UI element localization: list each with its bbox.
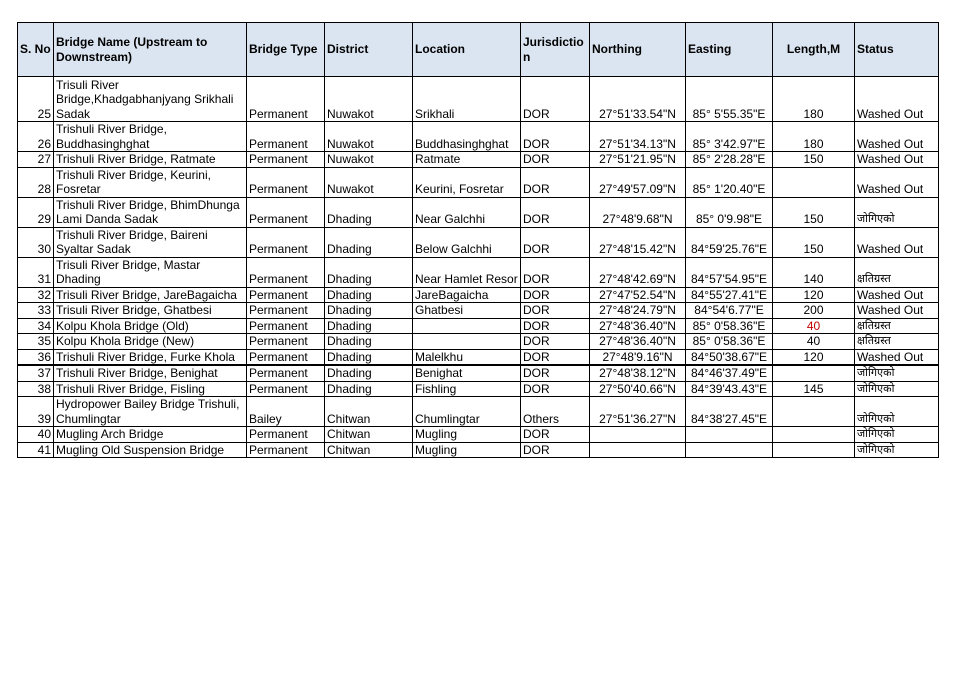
table-cell-district: Nuwakot	[325, 77, 413, 122]
table-cell-bridge-type: Permanent	[247, 122, 325, 152]
table-cell-northing: 27°51'34.13"N	[590, 122, 686, 152]
table-cell-easting: 85° 3'42.97"E	[686, 122, 773, 152]
col-header-easting: Easting	[686, 23, 773, 77]
table-body	[18, 77, 939, 458]
table-row	[18, 167, 939, 197]
table-cell-status: Washed Out	[855, 227, 939, 257]
table-cell-district: Dhading	[325, 197, 413, 227]
table-cell-location: Buddhasinghghat	[413, 122, 521, 152]
col-header-bridge-type: Bridge Type	[247, 23, 325, 77]
table-cell-sno: 40	[18, 427, 54, 443]
table-cell-easting	[686, 427, 773, 443]
table-cell-district: Dhading	[325, 365, 413, 381]
table-cell-bridge-type: Permanent	[247, 152, 325, 168]
table-cell-bridge-name: Mugling Old Suspension Bridge	[54, 442, 247, 458]
table-cell-location: Malelkhu	[413, 349, 521, 365]
table-cell-sno: 37	[18, 365, 54, 381]
table-cell-district: Nuwakot	[325, 152, 413, 168]
table-cell-easting: 84°57'54.95"E	[686, 257, 773, 287]
table-cell-jurisdiction: DOR	[521, 365, 590, 381]
table-cell-status: जोगिएको	[855, 427, 939, 443]
col-header-location: Location	[413, 23, 521, 77]
table-cell-status: क्षतिग्रस्त	[855, 318, 939, 334]
table-cell-bridge-name: Trisuli River Bridge,Khadgabhanjyang Srikhali Sadak	[54, 77, 247, 122]
table-cell-location: Keurini, Fosretar	[413, 167, 521, 197]
table-cell-bridge-type: Permanent	[247, 365, 325, 381]
table-cell-status: Washed Out	[855, 122, 939, 152]
table-cell-district: Dhading	[325, 303, 413, 319]
table-cell-bridge-name: Hydropower Bailey Bridge Trishuli, Chumlingtar	[54, 397, 247, 427]
table-cell-bridge-type: Permanent	[247, 381, 325, 397]
table-cell-bridge-name: Kolpu Khola Bridge (Old)	[54, 318, 247, 334]
col-header-sno: S. No	[18, 23, 54, 77]
table-cell-sno: 28	[18, 167, 54, 197]
table-cell-bridge-type: Bailey	[247, 397, 325, 427]
col-header-length: Length,M	[773, 23, 855, 77]
col-header-bridge-name: Bridge Name (Upstream to Downstream)	[54, 23, 247, 77]
table-row	[18, 77, 939, 122]
table-cell-bridge-name: Trishuli River Bridge, Benighat	[54, 365, 247, 381]
table-cell-status: जोगिएको	[855, 365, 939, 381]
table-cell-location: Fishling	[413, 381, 521, 397]
table-cell-jurisdiction: DOR	[521, 257, 590, 287]
col-header-northing: Northing	[590, 23, 686, 77]
table-row	[18, 397, 939, 427]
table-cell-jurisdiction: DOR	[521, 77, 590, 122]
table-cell-northing: 27°48'36.40"N	[590, 334, 686, 350]
table-cell-jurisdiction: DOR	[521, 427, 590, 443]
table-cell-sno: 41	[18, 442, 54, 458]
table-cell-bridge-type: Permanent	[247, 303, 325, 319]
table-cell-jurisdiction: DOR	[521, 318, 590, 334]
bridge-table-sheet	[17, 22, 939, 458]
table-cell-district: Chitwan	[325, 427, 413, 443]
table-cell-easting: 84°50'38.67"E	[686, 349, 773, 365]
table-cell-easting: 85° 0'58.36"E	[686, 318, 773, 334]
table-cell-jurisdiction: DOR	[521, 167, 590, 197]
table-cell-bridge-type: Permanent	[247, 349, 325, 365]
table-cell-northing: 27°49'57.09"N	[590, 167, 686, 197]
table-cell-sno: 30	[18, 227, 54, 257]
table-row	[18, 334, 939, 350]
table-cell-northing: 27°51'36.27"N	[590, 397, 686, 427]
table-cell-northing: 27°48'9.16"N	[590, 349, 686, 365]
table-cell-northing	[590, 427, 686, 443]
table-cell-sno: 34	[18, 318, 54, 334]
table-cell-length: 180	[773, 122, 855, 152]
table-cell-bridge-type: Permanent	[247, 77, 325, 122]
table-cell-location: JareBagaicha	[413, 287, 521, 303]
table-cell-district: Nuwakot	[325, 167, 413, 197]
table-cell-sno: 26	[18, 122, 54, 152]
col-header-jurisdiction: Jurisdiction	[521, 23, 590, 77]
table-cell-easting: 84°39'43.43"E	[686, 381, 773, 397]
table-cell-length: 40	[773, 334, 855, 350]
table-cell-bridge-type: Permanent	[247, 257, 325, 287]
table-row	[18, 152, 939, 168]
table-cell-northing	[590, 442, 686, 458]
table-cell-bridge-type: Permanent	[247, 427, 325, 443]
table-cell-jurisdiction: DOR	[521, 381, 590, 397]
table-cell-bridge-type: Permanent	[247, 287, 325, 303]
table-cell-bridge-name: Trishuli River Bridge, Keurini, Fosretar	[54, 167, 247, 197]
table-cell-location: Srikhali	[413, 77, 521, 122]
table-cell-sno: 31	[18, 257, 54, 287]
table-cell-status: जोगिएको	[855, 397, 939, 427]
table-cell-status: क्षतिग्रस्त	[855, 334, 939, 350]
table-cell-status: क्षतिग्रस्त	[855, 257, 939, 287]
table-row	[18, 427, 939, 443]
table-cell-jurisdiction: DOR	[521, 227, 590, 257]
table-cell-easting: 85° 0'58.36"E	[686, 334, 773, 350]
table-cell-bridge-name: Trishuli River Bridge, Ratmate	[54, 152, 247, 168]
table-cell-length: 140	[773, 257, 855, 287]
table-cell-northing: 27°48'24.79"N	[590, 303, 686, 319]
table-cell-status: Washed Out	[855, 167, 939, 197]
table-cell-status: जोगिएको	[855, 381, 939, 397]
col-header-status: Status	[855, 23, 939, 77]
table-cell-length: 120	[773, 349, 855, 365]
table-cell-easting: 85° 5'55.35"E	[686, 77, 773, 122]
table-cell-district: Nuwakot	[325, 122, 413, 152]
table-cell-jurisdiction: DOR	[521, 442, 590, 458]
table-cell-jurisdiction: DOR	[521, 197, 590, 227]
table-cell-status: जोगिएको	[855, 442, 939, 458]
table-cell-district: Dhading	[325, 334, 413, 350]
table-cell-status: Washed Out	[855, 349, 939, 365]
table-cell-northing: 27°51'21.95"N	[590, 152, 686, 168]
table-cell-status: जोगिएको	[855, 197, 939, 227]
table-cell-bridge-type: Permanent	[247, 197, 325, 227]
table-cell-location: Near Hamlet Resor	[413, 257, 521, 287]
table-cell-location	[413, 318, 521, 334]
table-cell-length: 150	[773, 227, 855, 257]
table-cell-bridge-name: Trisuli River Bridge, Mastar Dhading	[54, 257, 247, 287]
table-cell-bridge-name: Trishuli River Bridge, BhimDhunga Lami Danda Sadak	[54, 197, 247, 227]
table-cell-bridge-type: Permanent	[247, 334, 325, 350]
table-cell-northing: 27°48'38.12"N	[590, 365, 686, 381]
table-cell-northing: 27°48'36.40"N	[590, 318, 686, 334]
table-cell-location: Mugling	[413, 442, 521, 458]
table-cell-length: 150	[773, 152, 855, 168]
table-row	[18, 365, 939, 381]
table-cell-status: Washed Out	[855, 77, 939, 122]
table-cell-location: Ghatbesi	[413, 303, 521, 319]
table-cell-sno: 25	[18, 77, 54, 122]
table-cell-bridge-name: Mugling Arch Bridge	[54, 427, 247, 443]
table-cell-status: Washed Out	[855, 303, 939, 319]
table-cell-bridge-name: Trishuli River Bridge, Buddhasinghghat	[54, 122, 247, 152]
table-cell-district: Dhading	[325, 257, 413, 287]
table-cell-northing: 27°48'42.69"N	[590, 257, 686, 287]
table-cell-sno: 35	[18, 334, 54, 350]
table-cell-district: Chitwan	[325, 397, 413, 427]
table-row	[18, 349, 939, 365]
table-cell-length	[773, 427, 855, 443]
table-cell-bridge-type: Permanent	[247, 227, 325, 257]
table-cell-easting: 84°38'27.45"E	[686, 397, 773, 427]
table-row	[18, 122, 939, 152]
table-cell-bridge-name: Trishuli River Bridge, Fisling	[54, 381, 247, 397]
table-cell-jurisdiction: DOR	[521, 152, 590, 168]
table-cell-sno: 27	[18, 152, 54, 168]
table-cell-easting: 85° 0'9.98"E	[686, 197, 773, 227]
table-cell-jurisdiction: DOR	[521, 303, 590, 319]
table-cell-status: Washed Out	[855, 152, 939, 168]
table-cell-location: Chumlingtar	[413, 397, 521, 427]
table-cell-length	[773, 442, 855, 458]
table-row	[18, 381, 939, 397]
table-cell-bridge-name: Kolpu Khola Bridge (New)	[54, 334, 247, 350]
table-row	[18, 318, 939, 334]
table-cell-district: Dhading	[325, 287, 413, 303]
table-row	[18, 197, 939, 227]
table-cell-length	[773, 365, 855, 381]
table-cell-sno: 38	[18, 381, 54, 397]
bridge-status-table	[17, 22, 939, 458]
table-cell-northing: 27°48'15.42"N	[590, 227, 686, 257]
table-cell-northing: 27°51'33.54"N	[590, 77, 686, 122]
table-cell-district: Dhading	[325, 318, 413, 334]
table-cell-length: 200	[773, 303, 855, 319]
table-cell-sno: 39	[18, 397, 54, 427]
table-cell-jurisdiction: DOR	[521, 349, 590, 365]
table-cell-northing: 27°48'9.68"N	[590, 197, 686, 227]
header-row	[18, 23, 939, 77]
table-row	[18, 227, 939, 257]
table-cell-sno: 36	[18, 349, 54, 365]
table-cell-district: Dhading	[325, 381, 413, 397]
table-cell-jurisdiction: Others	[521, 397, 590, 427]
table-cell-district: Dhading	[325, 349, 413, 365]
table-cell-easting: 84°54'6.77"E	[686, 303, 773, 319]
table-cell-length: 180	[773, 77, 855, 122]
table-cell-location	[413, 334, 521, 350]
table-cell-jurisdiction: DOR	[521, 287, 590, 303]
table-cell-jurisdiction: DOR	[521, 122, 590, 152]
table-cell-bridge-type: Permanent	[247, 318, 325, 334]
table-row	[18, 287, 939, 303]
table-cell-sno: 32	[18, 287, 54, 303]
table-cell-bridge-name: Trishuli River Bridge, Furke Khola	[54, 349, 247, 365]
table-cell-bridge-type: Permanent	[247, 442, 325, 458]
table-cell-length: 40	[773, 318, 855, 334]
table-cell-easting: 85° 1'20.40"E	[686, 167, 773, 197]
table-cell-northing: 27°47'52.54"N	[590, 287, 686, 303]
table-cell-easting: 84°55'27.41"E	[686, 287, 773, 303]
table-cell-location: Below Galchhi	[413, 227, 521, 257]
table-cell-bridge-name: Trishuli River Bridge, Baireni Syaltar Sadak	[54, 227, 247, 257]
table-cell-location: Benighat	[413, 365, 521, 381]
table-cell-bridge-name: Trisuli River Bridge, JareBagaicha	[54, 287, 247, 303]
table-cell-length: 150	[773, 197, 855, 227]
table-row	[18, 303, 939, 319]
table-cell-easting	[686, 442, 773, 458]
table-cell-location: Ratmate	[413, 152, 521, 168]
table-cell-location: Near Galchhi	[413, 197, 521, 227]
table-cell-length	[773, 167, 855, 197]
table-cell-easting: 84°46'37.49"E	[686, 365, 773, 381]
col-header-district: District	[325, 23, 413, 77]
table-cell-sno: 33	[18, 303, 54, 319]
table-cell-northing: 27°50'40.66"N	[590, 381, 686, 397]
table-cell-easting: 84°59'25.76"E	[686, 227, 773, 257]
table-cell-length: 120	[773, 287, 855, 303]
table-row	[18, 442, 939, 458]
table-row	[18, 257, 939, 287]
table-cell-district: Chitwan	[325, 442, 413, 458]
table-cell-location: Mugling	[413, 427, 521, 443]
table-cell-bridge-type: Permanent	[247, 167, 325, 197]
table-cell-length	[773, 397, 855, 427]
table-cell-jurisdiction: DOR	[521, 334, 590, 350]
table-cell-easting: 85° 2'28.28"E	[686, 152, 773, 168]
table-cell-district: Dhading	[325, 227, 413, 257]
table-cell-bridge-name: Trisuli River Bridge, Ghatbesi	[54, 303, 247, 319]
table-cell-sno: 29	[18, 197, 54, 227]
table-cell-status: Washed Out	[855, 287, 939, 303]
table-cell-length: 145	[773, 381, 855, 397]
